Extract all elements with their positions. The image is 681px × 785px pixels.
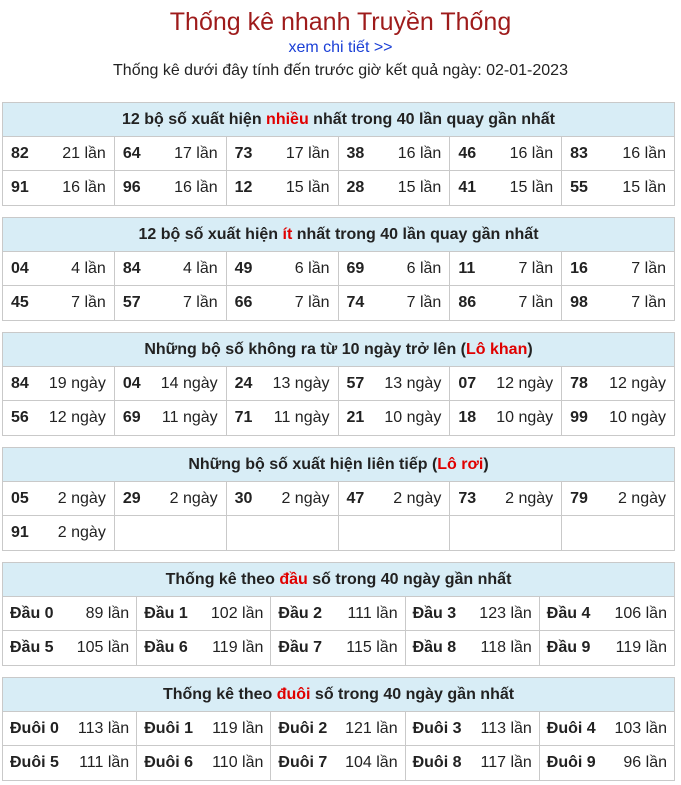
stat-count: 11 ngày <box>161 409 218 426</box>
stat-number: Đầu 2 <box>278 604 322 622</box>
section-title-text: nhất trong 40 lần quay gần nhất <box>292 226 539 243</box>
section-title-text: ) <box>483 456 489 473</box>
stat-cell <box>271 597 405 631</box>
stat-cell <box>406 712 540 746</box>
view-details-link[interactable]: xem chi tiết >> <box>288 39 393 56</box>
stat-number: Đầu 5 <box>10 639 54 656</box>
page-header <box>0 0 681 83</box>
stat-count: 11 ngày <box>273 409 330 426</box>
stat-cell <box>227 516 339 550</box>
stat-cell <box>540 631 674 665</box>
stat-cell <box>450 516 562 550</box>
stats-section-3 <box>2 447 675 551</box>
stats-grid <box>3 597 674 665</box>
stat-cell <box>562 482 674 516</box>
stat-cell <box>271 746 405 780</box>
page-title: Thống kê nhanh Truyền Thống <box>169 8 512 36</box>
stat-cell <box>137 712 271 746</box>
stat-number: 55 <box>570 179 588 196</box>
stat-count: 113 lần <box>77 719 130 737</box>
stat-cell <box>227 252 339 286</box>
stat-count: 16 lần <box>397 144 442 162</box>
stat-count: 7 lần <box>518 259 554 277</box>
stat-cell <box>406 746 540 780</box>
stat-cell <box>115 516 227 550</box>
stat-cell <box>339 367 451 401</box>
stat-count: 4 lần <box>182 259 218 277</box>
stat-count: 102 lần <box>210 604 264 622</box>
stat-count: 117 lần <box>480 754 532 771</box>
stat-count: 123 lần <box>479 604 532 622</box>
stat-number: 96 <box>122 179 141 196</box>
stat-count: 2 ngày <box>617 489 666 507</box>
section-title-text: Thống kê theo <box>165 571 280 588</box>
section-title-text: Những bộ số không ra từ 10 ngày trở lên ( <box>144 341 466 358</box>
page-subtitle: Thống kê dưới đây tính đến trước giờ kết quả ngày: 02-01-2023 <box>113 62 568 79</box>
stat-cell <box>339 171 451 205</box>
stat-number: Đầu 3 <box>412 604 457 622</box>
stat-cell <box>137 631 271 665</box>
stat-number: 78 <box>570 374 588 392</box>
stat-cell <box>450 171 562 205</box>
stat-cell <box>227 401 339 435</box>
stat-number: 91 <box>11 179 29 196</box>
stat-cell <box>562 401 674 435</box>
stat-number: 91 <box>11 524 29 541</box>
stats-grid <box>3 482 674 550</box>
stat-cell <box>137 597 271 631</box>
stat-cell <box>3 516 115 550</box>
stats-grid <box>3 712 674 780</box>
section-title <box>3 448 674 482</box>
stat-cell <box>3 367 115 401</box>
stat-count: 103 lần <box>614 719 667 737</box>
stat-count: 16 lần <box>622 144 666 162</box>
stat-number: 73 <box>234 144 253 162</box>
section-title-text: ) <box>527 341 533 358</box>
stat-count: 119 lần <box>212 719 264 737</box>
stat-number: 47 <box>346 489 365 507</box>
stat-count: 119 lần <box>212 639 264 656</box>
stat-number: 56 <box>11 409 29 426</box>
stat-cell <box>450 286 562 320</box>
stat-count: 96 lần <box>623 754 667 771</box>
stats-grid <box>3 137 674 205</box>
stat-cell <box>271 712 405 746</box>
stat-number: 04 <box>11 259 29 277</box>
stats-grid <box>3 367 674 435</box>
stat-number: 98 <box>570 294 588 311</box>
stat-cell <box>540 597 674 631</box>
section-title-highlight: Lô rơi <box>437 456 484 473</box>
stat-count: 2 ngày <box>169 489 218 507</box>
stat-cell <box>3 252 115 286</box>
stat-number: 30 <box>234 489 253 507</box>
stat-number: 83 <box>570 144 588 162</box>
stat-cell <box>339 137 451 171</box>
stat-count: 16 lần <box>174 179 218 196</box>
stat-count: 111 lần <box>347 604 398 622</box>
stat-count: 7 lần <box>631 294 666 311</box>
stat-count: 15 lần <box>622 179 666 196</box>
stat-number: 21 <box>346 409 365 426</box>
stat-cell <box>3 746 137 780</box>
stat-number: 11 <box>458 259 476 277</box>
stat-cell <box>3 401 115 435</box>
stat-count: 2 ngày <box>281 489 330 507</box>
stat-cell <box>406 597 540 631</box>
stat-cell <box>540 746 674 780</box>
stat-number: 66 <box>234 294 253 311</box>
stat-number: Đầu 1 <box>144 604 188 622</box>
stat-cell <box>562 516 674 550</box>
stat-cell <box>562 367 674 401</box>
stat-number: 45 <box>11 294 29 311</box>
section-title-highlight: đuôi <box>276 686 311 703</box>
stat-number: Đuôi 8 <box>412 754 462 771</box>
stat-count: 12 ngày <box>609 374 666 392</box>
section-title <box>3 333 674 367</box>
stat-count: 6 lần <box>294 259 330 277</box>
stat-cell <box>562 171 674 205</box>
stat-count: 19 ngày <box>48 374 106 392</box>
stat-number: 86 <box>458 294 477 311</box>
stat-count: 15 lần <box>285 179 330 196</box>
stat-number: 29 <box>122 489 141 507</box>
stat-count: 12 ngày <box>48 409 106 426</box>
stat-count: 13 ngày <box>272 374 330 392</box>
stat-cell <box>227 482 339 516</box>
stat-count: 2 ngày <box>505 489 554 507</box>
stat-number: Đuôi 4 <box>546 719 596 737</box>
stat-count: 7 lần <box>631 259 666 277</box>
stat-number: 12 <box>234 179 253 196</box>
stat-number: 57 <box>346 374 365 392</box>
stat-cell <box>339 482 451 516</box>
stat-number: 69 <box>346 259 365 277</box>
stat-cell <box>115 286 227 320</box>
stat-cell <box>115 482 227 516</box>
stat-number: Đuôi 3 <box>412 719 462 737</box>
section-title-highlight: Lô khan <box>466 341 528 358</box>
stats-section-0 <box>2 102 675 206</box>
stat-count: 12 ngày <box>496 374 554 392</box>
stat-count: 16 lần <box>509 144 554 162</box>
stat-number: 71 <box>234 409 253 426</box>
stat-cell <box>227 286 339 320</box>
stats-section-4 <box>2 562 675 666</box>
stat-count: 7 lần <box>518 294 554 311</box>
section-title-text: số trong 40 ngày gần nhất <box>310 686 515 703</box>
stat-number: Đầu 9 <box>546 639 591 656</box>
section-title-text: Những bộ số xuất hiện liên tiếp ( <box>188 456 438 473</box>
stat-cell <box>115 367 227 401</box>
stat-number: Đuôi 1 <box>144 719 194 737</box>
stat-number: Đuôi 9 <box>546 754 596 771</box>
stat-count: 111 lần <box>79 754 130 771</box>
stat-cell <box>450 252 562 286</box>
section-title <box>3 563 674 597</box>
stat-number: 74 <box>346 294 365 311</box>
section-title-text: số trong 40 ngày gần nhất <box>307 571 512 588</box>
stat-count: 17 lần <box>285 144 330 162</box>
section-title-text: nhất trong 40 lần quay gần nhất <box>308 111 555 128</box>
section-title-text: Thống kê theo <box>162 686 277 703</box>
stat-count: 115 lần <box>346 639 398 656</box>
stat-cell <box>227 137 339 171</box>
stat-number: 49 <box>234 259 253 277</box>
stat-cell <box>3 171 115 205</box>
stat-cell <box>339 286 451 320</box>
stat-cell <box>3 712 137 746</box>
stat-number: 18 <box>458 409 477 426</box>
stat-cell <box>3 597 137 631</box>
stat-count: 6 lần <box>406 259 442 277</box>
stat-number: 79 <box>570 489 588 507</box>
stats-section-5 <box>2 677 675 781</box>
stat-count: 13 ngày <box>384 374 442 392</box>
stat-count: 2 ngày <box>57 489 106 507</box>
section-title <box>3 103 674 137</box>
stat-count: 110 lần <box>212 754 264 771</box>
stat-cell <box>540 712 674 746</box>
stat-number: 99 <box>570 409 588 426</box>
stat-number: Đầu 4 <box>546 604 591 622</box>
stat-number: Đầu 0 <box>10 604 54 622</box>
stat-count: 7 lần <box>294 294 330 311</box>
stat-number: Đuôi 2 <box>278 719 328 737</box>
stat-cell <box>3 137 115 171</box>
stat-number: Đuôi 0 <box>10 719 59 737</box>
stat-cell <box>450 137 562 171</box>
stat-cell <box>406 631 540 665</box>
stat-number: Đầu 8 <box>412 639 457 656</box>
stat-cell <box>450 367 562 401</box>
stat-count: 106 lần <box>614 604 667 622</box>
stat-count: 21 lần <box>62 144 106 162</box>
section-title-highlight: đầu <box>279 571 308 588</box>
stat-count: 15 lần <box>509 179 554 196</box>
stat-cell <box>227 171 339 205</box>
stat-number: 82 <box>11 144 29 162</box>
stat-count: 7 lần <box>406 294 442 311</box>
stat-cell <box>115 252 227 286</box>
stat-number: 07 <box>458 374 477 392</box>
stat-count: 118 lần <box>480 639 532 656</box>
stat-cell <box>3 482 115 516</box>
stat-number: 38 <box>346 144 365 162</box>
stat-cell <box>3 286 115 320</box>
stat-count: 14 ngày <box>160 374 218 392</box>
stat-number: 28 <box>346 179 365 196</box>
stats-section-2 <box>2 332 675 436</box>
stat-cell <box>562 252 674 286</box>
stat-count: 16 lần <box>62 179 106 196</box>
stat-cell <box>3 631 137 665</box>
stat-count: 119 lần <box>615 639 667 656</box>
stat-count: 7 lần <box>182 294 218 311</box>
section-title <box>3 678 674 712</box>
stat-count: 113 lần <box>480 719 532 737</box>
stat-count: 15 lần <box>397 179 442 196</box>
stats-section-1 <box>2 217 675 321</box>
stat-count: 10 ngày <box>384 409 442 426</box>
stat-number: 16 <box>570 259 588 277</box>
section-title <box>3 218 674 252</box>
stat-count: 105 lần <box>76 639 130 656</box>
stat-number: Đầu 6 <box>144 639 188 656</box>
stat-cell <box>339 252 451 286</box>
stat-cell <box>115 171 227 205</box>
stat-number: Đầu 7 <box>278 639 322 656</box>
stat-number: Đuôi 6 <box>144 754 194 771</box>
stat-cell <box>450 401 562 435</box>
stat-cell <box>339 401 451 435</box>
stat-cell <box>137 746 271 780</box>
stat-number: 24 <box>234 374 253 392</box>
stat-cell <box>339 516 451 550</box>
stat-number: 46 <box>458 144 477 162</box>
stat-number: 84 <box>122 259 141 277</box>
section-title-text: 12 bộ số xuất hiện <box>122 111 267 128</box>
stat-cell <box>115 401 227 435</box>
stat-number: 05 <box>11 489 29 507</box>
section-title-highlight: nhiều <box>266 111 309 128</box>
stat-number: 73 <box>458 489 477 507</box>
stat-number: Đuôi 5 <box>10 754 59 771</box>
stat-cell <box>227 367 339 401</box>
stat-number: 41 <box>458 179 477 196</box>
stat-count: 10 ngày <box>609 409 666 426</box>
stat-count: 2 ngày <box>57 524 106 541</box>
stat-count: 17 lần <box>174 144 218 162</box>
stat-number: 57 <box>122 294 141 311</box>
section-title-text: 12 bộ số xuất hiện <box>138 226 283 243</box>
stat-count: 4 lần <box>71 259 106 277</box>
stat-cell <box>271 631 405 665</box>
stat-cell <box>562 286 674 320</box>
stat-count: 89 lần <box>85 604 130 622</box>
stat-count: 121 lần <box>345 719 398 737</box>
stat-count: 10 ngày <box>496 409 554 426</box>
stat-number: Đuôi 7 <box>278 754 328 771</box>
stat-count: 104 lần <box>345 754 398 771</box>
stat-number: 69 <box>122 409 141 426</box>
stat-number: 64 <box>122 144 141 162</box>
stat-cell <box>450 482 562 516</box>
stat-number: 04 <box>122 374 141 392</box>
stat-cell <box>562 137 674 171</box>
stat-cell <box>115 137 227 171</box>
stat-count: 2 ngày <box>393 489 442 507</box>
stat-count: 7 lần <box>71 294 106 311</box>
stat-number: 84 <box>11 374 29 392</box>
section-title-highlight: ít <box>282 226 293 243</box>
stats-grid <box>3 252 674 320</box>
